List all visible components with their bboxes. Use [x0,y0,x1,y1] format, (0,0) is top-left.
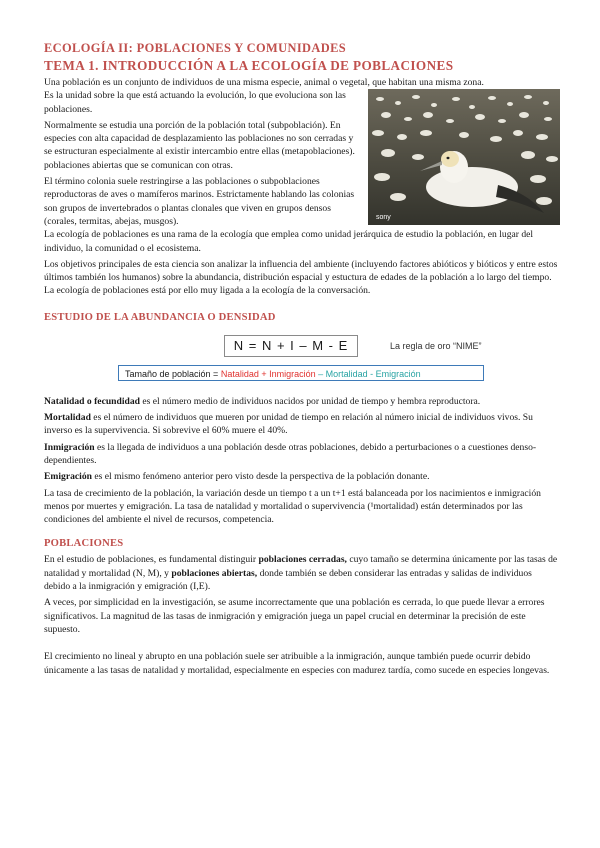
pob-abiertas-term: poblaciones abiertas, [171,567,258,579]
mortalidad-definition [44,411,560,438]
emigracion-term: Emigración [44,471,92,483]
nime-formula: N = N + I – M - E [224,335,358,357]
nime-note: La regla de oro “NIME” [390,340,482,351]
formula-block [44,323,560,387]
intro-paragraph-5: La ecología de poblaciones es una rama de la ecología que emplea como unidad jerárquica de estudio la población, en lugar del individuo, la comunidad o el ecosistema. [44,229,534,254]
pob-p1-c: cuyo tamaño se determina únicamente por las tasas de natalidad y mortalidad (N, M), y [44,554,558,579]
pob-p1-e: donde también se deben considerar las entradas y salidas de individuos debido a la inmigración y emigración (I,E). [44,567,532,593]
pob-p1-a: En el estudio de poblaciones, es fundamental distinguir [44,554,259,566]
size-rest: – Mortalidad - Emigración [315,368,421,379]
abundancia-section-title: ESTUDIO DE LA ABUNDANCIA O DENSIDAD [44,311,276,323]
mortalidad-term: Mortalidad [44,412,91,424]
inmigracion-term: Inmigración [44,441,95,453]
tasa-paragraph: La tasa de crecimiento de la población, la variación desde un tiempo t a un t+1 está balanceada por los nacimientos e inmigración menos por muertes y emigración. La tasa de natalidad y mortalidad o supervivencia (¹mortalidad) están determinados por las condiciones del ambiente el nivel de recursos, competencia. [44,487,541,526]
document-page [44,40,560,677]
mortalidad-text: es el número de individuos que mueren por unidad de tiempo en relación al número inicial de individuos vivos. Su inverso es la supervivencia. Si sobrevive el 60% muere el 40%. [44,412,533,437]
population-size-formula [118,365,484,381]
intro-paragraph-4: El término colonia suele restringirse a las poblaciones o subpoblaciones reproductoras de aves o mamíferos marinos. Estrictamente hablando las colonias son grupos de invertebrados o plantas clonales que viven en grupos densos (corales, termitas, abejas, musgos). [44,176,355,227]
emigracion-text: es el mismo fenómeno anterior pero visto desde la perspectiva de la población donante. [91,471,430,483]
natalidad-term: Natalidad o fecundidad [44,395,140,407]
gannet-colony-photo [368,89,560,225]
natalidad-text: es el número medio de individuos nacidos por unidad de tiempo y hembra reproductora. [139,395,481,407]
poblaciones-paragraph-1 [44,553,560,593]
inmigracion-definition [44,441,560,468]
photo-watermark: sony [376,214,391,222]
pob-cerradas-term: poblaciones cerradas, [258,554,347,566]
poblaciones-paragraph-2: A veces, por simplicidad en la investigación, se asume incorrectamente que una población es cerrada, lo que puede llevar a errores significativos. La magnitud de las tasas de inmigración y emigración juega un papel crucial en determinar la precisión de este supuesto. [44,597,545,635]
poblaciones-section-title: POBLACIONES [44,538,124,550]
intro-block [44,89,560,228]
poblaciones-paragraph-3: El crecimiento no lineal y abrupto en una población suele ser atribuible a la inmigración, aunque también puede ocurrir debido únicamente a las tasas de natalidad y mortalidad, especialmente en especies con madurez tardía, como sucede en especies longevas. [44,651,550,676]
emigracion-definition [44,470,560,483]
size-natalidad: Natalidad + Inmigración [220,368,316,379]
natalidad-definition [44,395,560,408]
intro-paragraph-2: Es la unidad sobre la que está actuando la evolución, lo que evoluciona son las poblaciones. [44,90,346,115]
size-label: Tamaño de población = [125,368,221,379]
main-title: ECOLOGÍA II: POBLACIONES Y COMUNIDADES [44,41,347,55]
tema-title: TEMA 1. INTRODUCCIÓN A LA ECOLOGÍA DE POBLACIONES [44,58,454,73]
intro-paragraph-3: Normalmente se estudia una porción de la población total (subpoblación). En especies con alta capacidad de desplazamiento las poblaciones no son cerradas y se estructuran especialmente al existir intercambio entre ellas (metapoblaciones). poblaciones abiertas que se comunican con otras. [44,119,355,171]
intro-paragraph-6: Los objetivos principales de esta ciencia son analizar la influencia del ambiente (incluyendo factores abióticos y bióticos y entre estos últimos también los humanos) sobre la abundancia, distribución espacial y estuctura de edades de la población a lo largo del tiempo. La ecología de poblaciones está por ello muy ligada a la ecología de la conversación. [44,258,558,297]
inmigracion-text: es la llegada de individuos a una población desde otras poblaciones, debido a perturbaciones o a cuestiones denso-dependientes. [44,441,537,466]
intro-paragraph-1: Una población es un conjunto de individuos de una misma especie, animal o vegetal, que habitan una misma zona. [44,77,484,88]
